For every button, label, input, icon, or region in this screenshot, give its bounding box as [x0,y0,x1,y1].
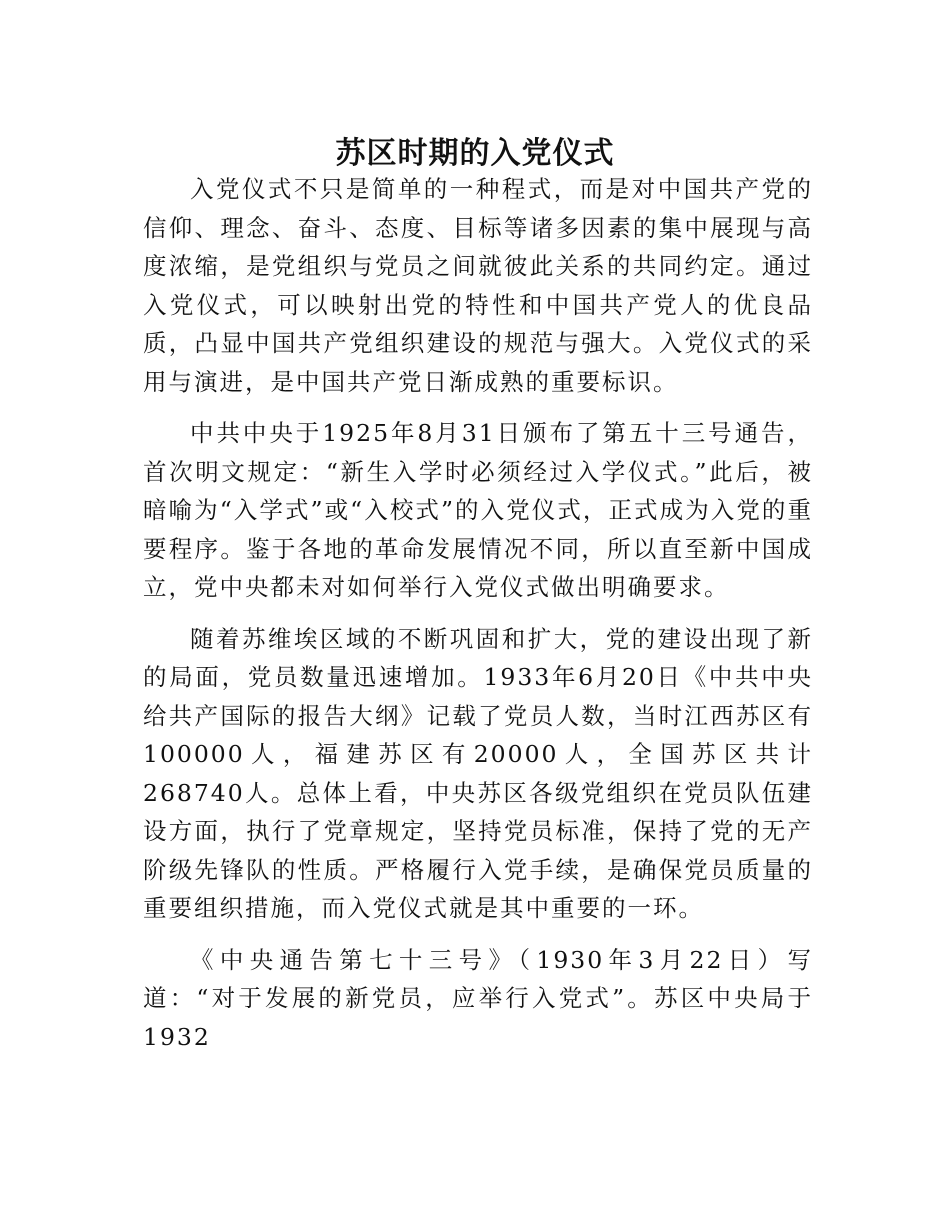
paragraph-2: 中共中央于1925年8月31日颁布了第五十三号通告，首次明文规定：“新生入学时必须经过入学仪式。”此后，被暗喻为“入学式”或“入校式”的入党仪式，正式成为入党的重要程序。鉴于各地的革命发展情况不同，所以直至新中国成立，党中央都未对如何举行入党仪式做出明确要求。 [143,419,813,601]
document-body [143,170,813,1069]
document-title: 苏区时期的入党仪式 [335,136,615,172]
paragraph-3: 随着苏维埃区域的不断巩固和扩大，党的建设出现了新的局面，党员数量迅速增加。1933年6月20日《中共中央给共产国际的报告大纲》记载了党员人数，当时江西苏区有100000人，福建苏区有20000人，全国苏区共计268740人。总体上看，中央苏区各级党组织在党员队伍建设方面，执行了党章规定，坚持党员标准，保持了党的无产阶级先锋队的性质。严格履行入党手续，是确保党员质量的重要组织措施，而入党仪式就是其中重要的一环。 [143,624,813,922]
paragraph-4: 《中央通告第七十三号》（1930年3月22日）写道：“对于发展的新党员，应举行入党式”。苏区中央局于1932 [143,945,813,1051]
paragraph-1: 入党仪式不只是简单的一种程式，而是对中国共产党的信仰、理念、奋斗、态度、目标等诸多因素的集中展现与高度浓缩，是党组织与党员之间就彼此关系的共同约定。通过入党仪式，可以映射出党的特性和中国共产党人的优良品质，凸显中国共产党组织建设的规范与强大。入党仪式的采用与演进，是中国共产党日渐成熟的重要标识。 [143,175,813,396]
